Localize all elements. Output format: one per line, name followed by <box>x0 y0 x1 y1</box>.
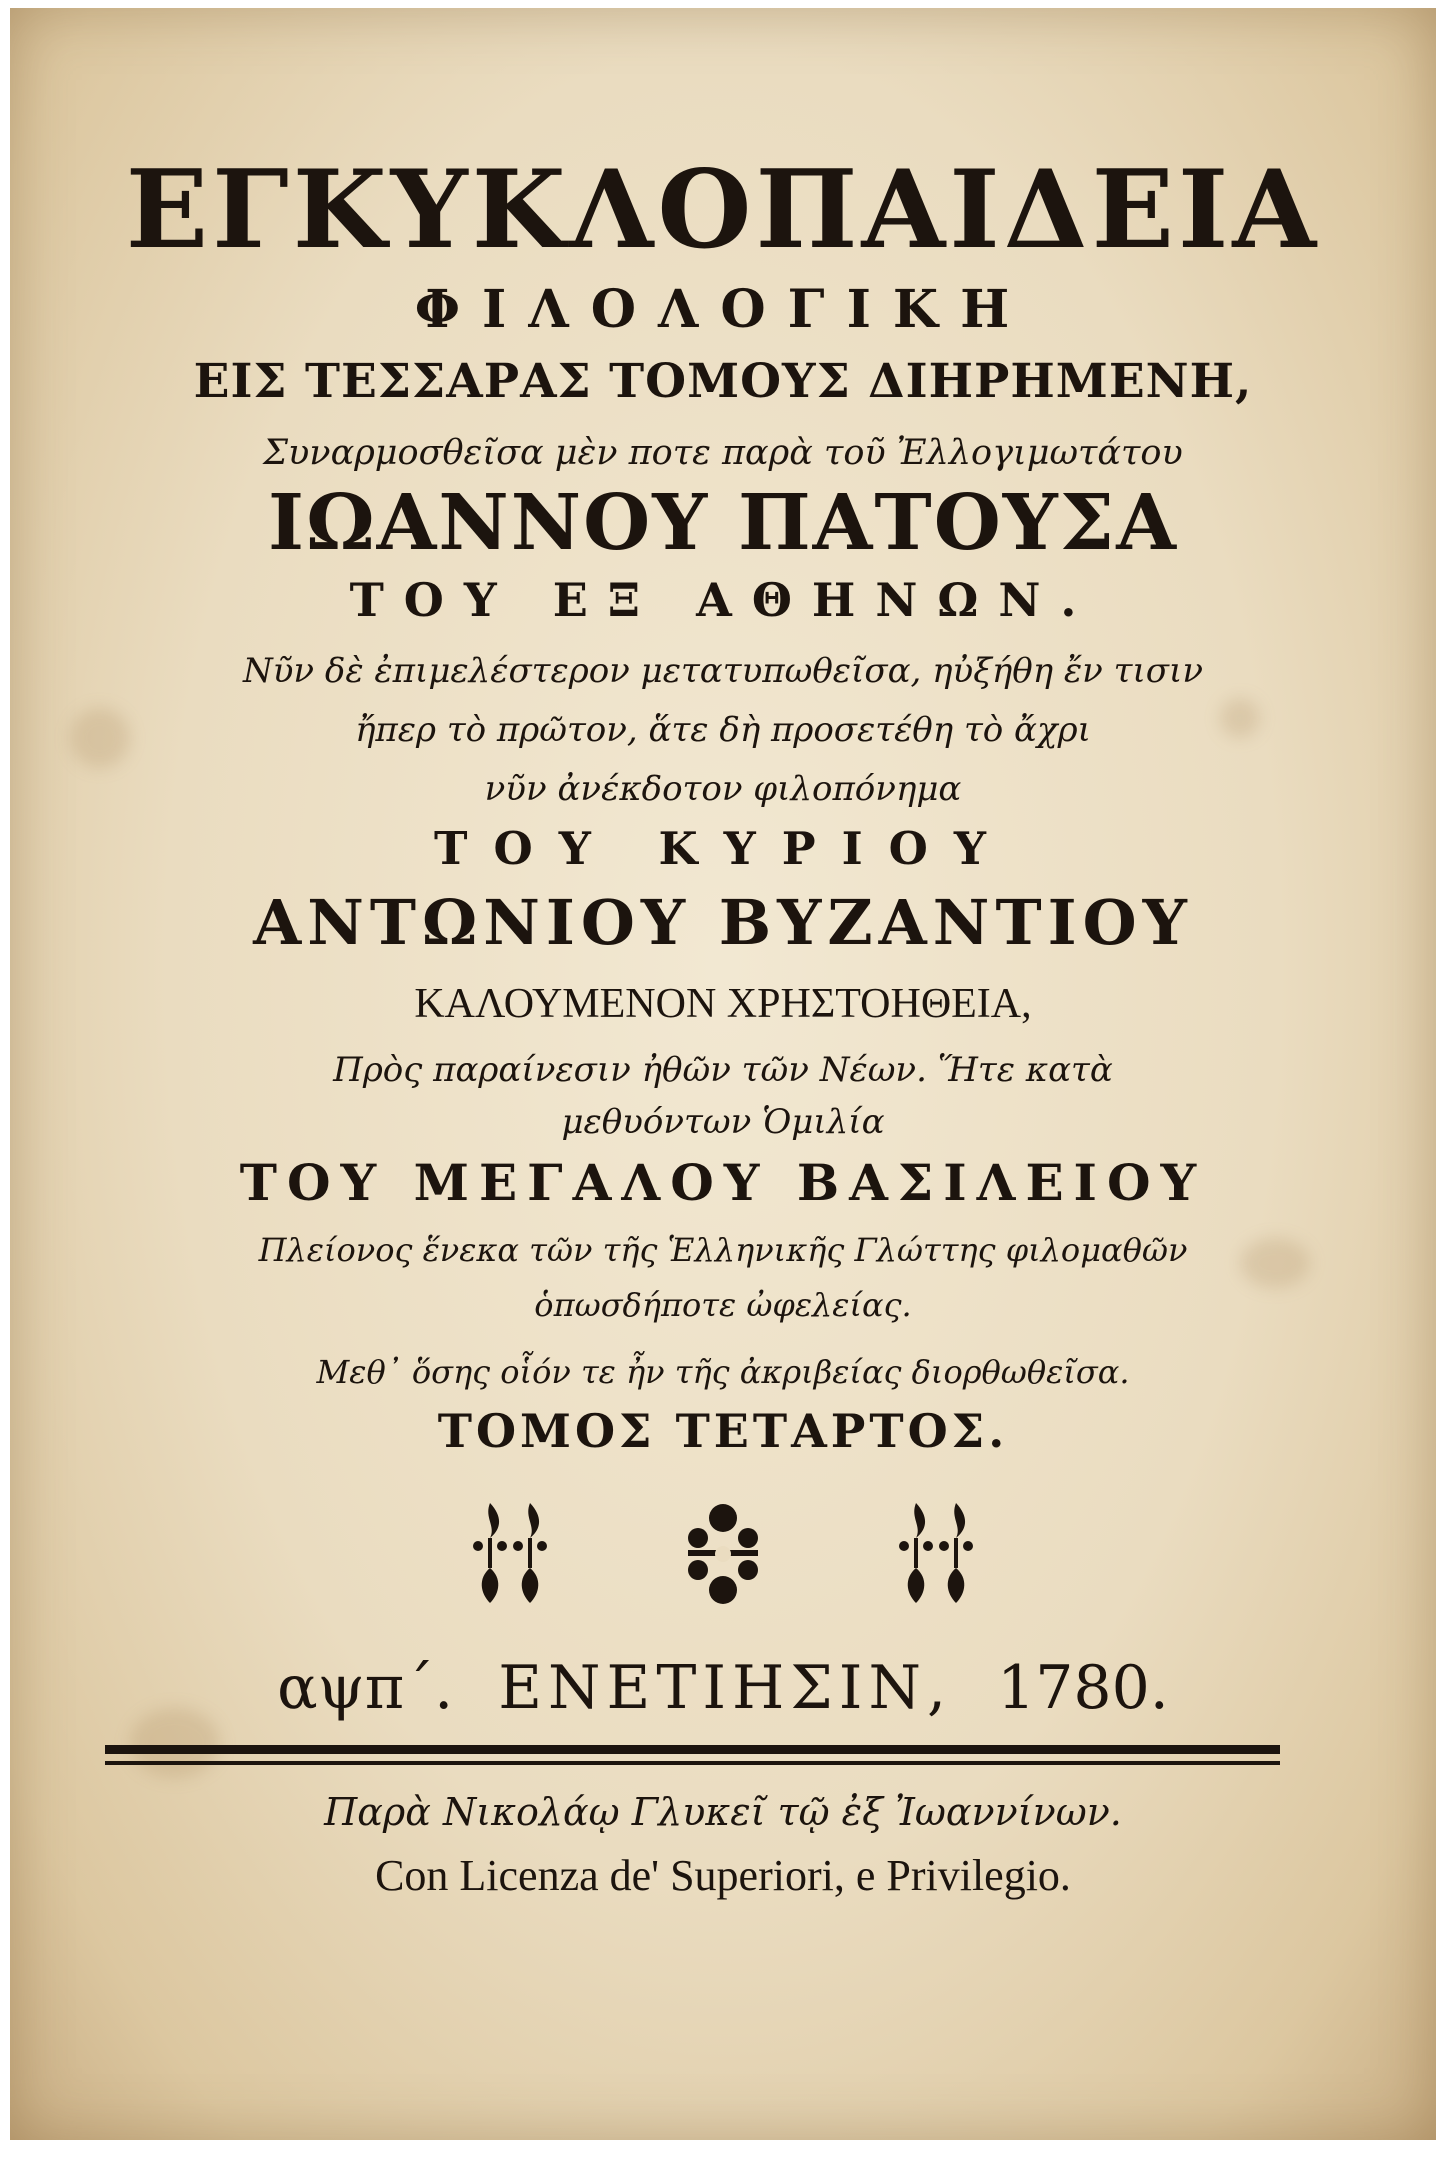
fleuron-icon <box>430 1498 1016 1608</box>
edition-note-line: Νῦν δὲ ἐπιμελέστερον μετατυπωθεῖσα, ηὐξήθη ἔν τισιν <box>242 651 1204 691</box>
correction-note: Μεθ᾽ ὅσης οἷόν τε ἦν τῆς ἀκριβείας διορθωθεῖσα. <box>316 1353 1130 1391</box>
author-name: ΙΩΑΝΝΟΥ ΠΑΤΟΥΣΑ <box>268 478 1178 568</box>
volume-label: ΤΟΜΟΣ ΤΕΤΑΡΤΟΣ. <box>437 1404 1009 1458</box>
double-rule-thin <box>105 1761 1280 1765</box>
book-subtitle: ΦΙΛΟΛΟΓΙΚΗ <box>414 279 1032 340</box>
imprint-year: 1780. <box>997 1653 1169 1723</box>
purpose-line: ὁπωσδήποτε ὠφελείας. <box>534 1286 912 1324</box>
work-description-line: μεθυόντων Ὁμιλία <box>561 1102 885 1142</box>
book-title: ΕΓΚΥΚΛΟΠΑΙΔΕΙΑ <box>125 147 1321 273</box>
third-author-name: ΤΟΥ ΜΕΓΑΛΟΥ ΒΑΣΙΛΕΙΟΥ <box>239 1153 1207 1212</box>
stain <box>130 1708 220 1778</box>
purpose-line: Πλείονος ἕνεκα τῶν τῆς Ἑλληνικῆς Γλώττης φιλομαθῶν <box>258 1231 1188 1269</box>
work-name: ΚΑΛΟΥΜΕΝΟΝ ΧΡΗΣΤΟΗΘΕΙΑ, <box>414 981 1032 1027</box>
second-author-name: ΑΝΤΩΝΙΟΥ ΒΥΖΑΝΤΙΟΥ <box>253 886 1193 959</box>
license-line: Con Licenza de' Superiori, e Privilegio. <box>375 1851 1071 1900</box>
fleuron-icon <box>473 1503 547 1603</box>
fleuron-icon <box>688 1504 758 1604</box>
author-origin: ΤΟΥ ΕΞ ΑΘΗΝΩΝ. <box>349 573 1097 627</box>
imprint-line <box>10 1653 1436 1723</box>
compiled-line: Συναρμοσθεῖσα μὲν ποτε παρὰ τοῦ Ἐλλογιμωτάτου <box>263 433 1183 473</box>
fleuron-icon <box>899 1503 973 1603</box>
kyriou-line: ΤΟΥ ΚΥΡΙΟΥ <box>434 822 1012 875</box>
work-description-line: Πρὸς παραίνεσιν ἠθῶν τῶν Νέων. Ἥτε κατὰ <box>333 1050 1113 1090</box>
title-page <box>10 8 1436 2140</box>
edition-note-line: νῦν ἀνέκδοτον φιλοπόνημα <box>484 769 962 809</box>
edition-note-line: ἤπερ τὸ πρῶτον, ἅτε δὴ προσετέθη τὸ ἄχρι <box>355 710 1091 750</box>
double-rule-thick <box>105 1745 1280 1754</box>
volumes-line: ΕΙΣ ΤΕΣΣΑΡΑΣ ΤΟΜΟΥΣ ΔΙΗΡΗΜΕΝΗ, <box>193 354 1253 409</box>
imprint-city: ΕΝΕΤΙΗΣΙΝ, <box>498 1653 953 1723</box>
imprint-greek-year: αψπ΄. <box>277 1653 454 1723</box>
printer-line: Παρὰ Νικολάῳ Γλυκεῖ τῷ ἐξ Ἰωαννίνων. <box>324 1790 1122 1834</box>
